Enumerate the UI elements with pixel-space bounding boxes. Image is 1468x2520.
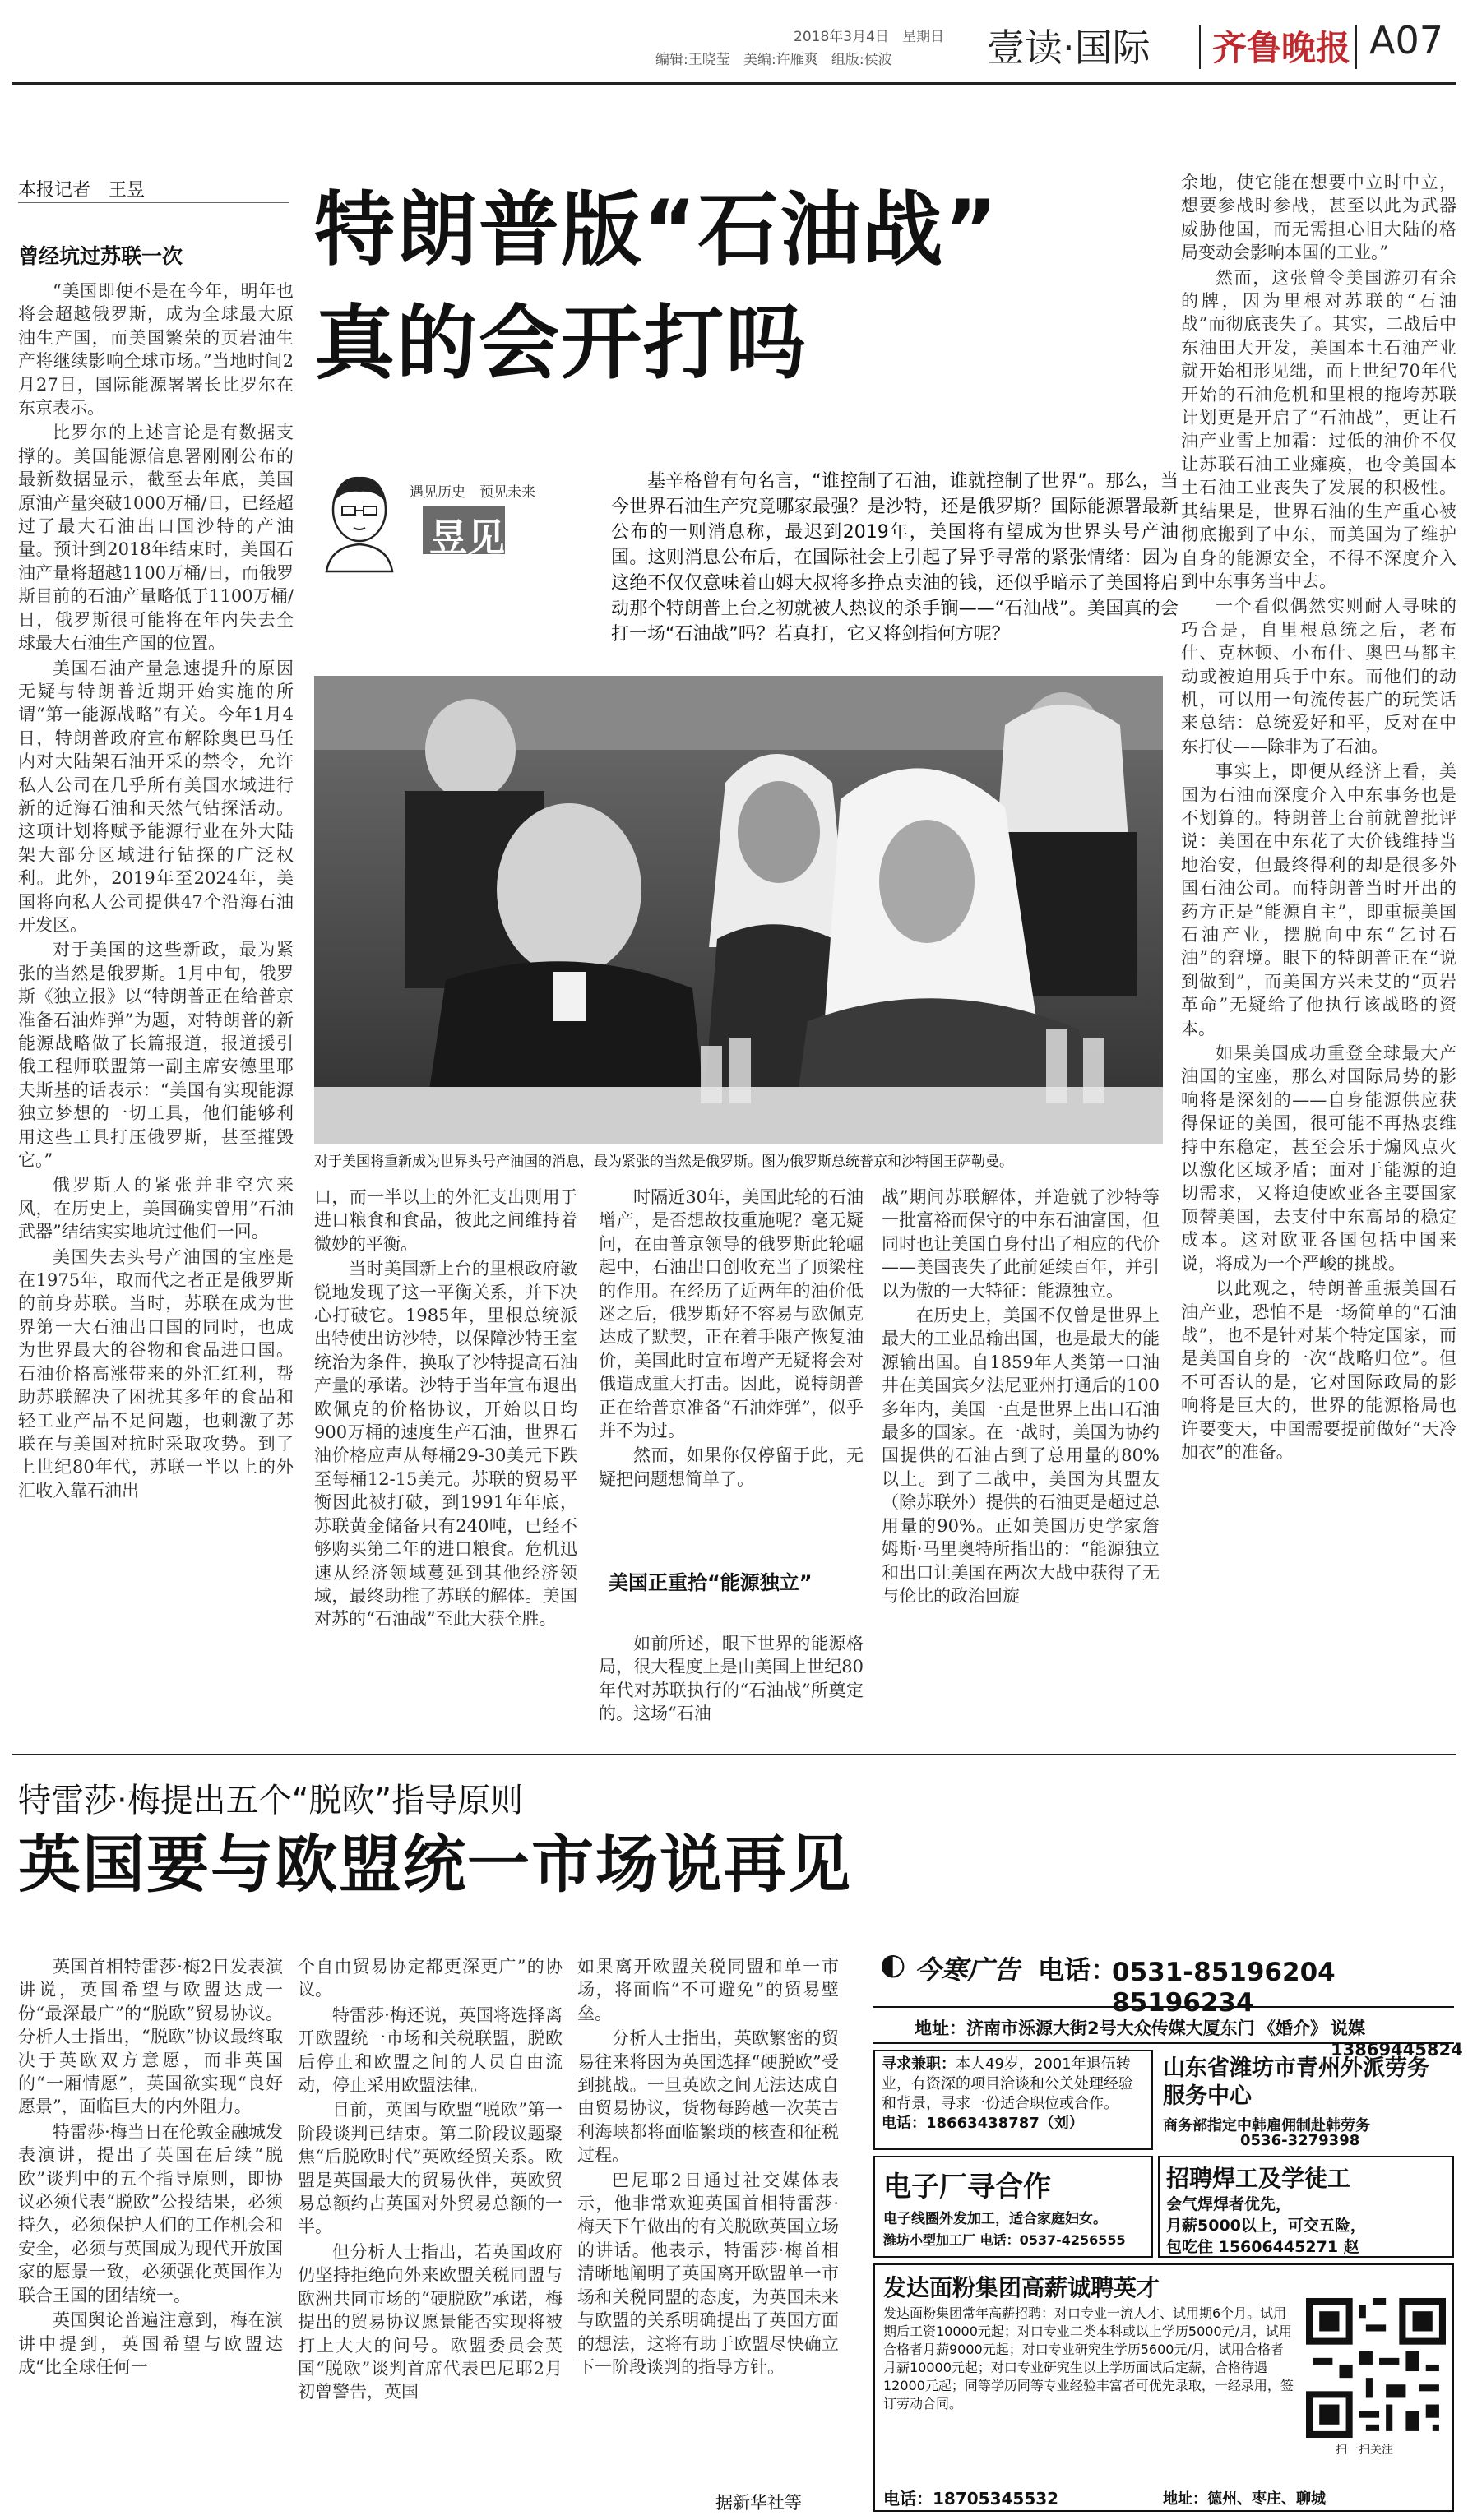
subhead-energy-independence: 美国正重拾“能源独立”	[609, 1571, 813, 1594]
ad-labor-title: 山东省潍坊市青州外派劳务服务中心	[1163, 2055, 1429, 2109]
ad-address: 地址：济南市泺源大街2号大众传媒大厦东门	[915, 2018, 1255, 2038]
paragraph: 当时美国新上台的里根政府敏锐地发现了这一平衡关系，并下决心打破它。1985年，里根总统派出特使出访沙特，以保障沙特王室统治为条件，换取了沙特提高石油产量的承诺。沙特于当年宣布退出欧佩克的价格协议，开始以日均900万桶的速度生产石油，世界石油价格应声从每桶29-30美元下跌至每桶12-15美元。苏联的贸易平衡因此被打破，到1991年年底，苏联黄金储备只有240吨，已经不够购买第二年的进口粮食。危机迅速从经济领域蔓延到其他经济领域，最终助推了苏联的解体。美国对苏的“石油战”至此大获全胜。	[314, 1259, 577, 1630]
article1-column-2	[314, 1186, 577, 1736]
qr-code-icon	[1306, 2298, 1446, 2438]
ad-part-time-job	[873, 2050, 1153, 2150]
paragraph: 在历史上，美国不仅曾是世界上最大的工业品输出国，也是最大的能源输出国。自1859年人类第一口油井在美国宾夕法尼亚州打通后的100多年内，美国一直是世界上出口石油最多的国家。在一战时，美国为协约国提供的石油占到了总用量的80%以上。到了二战中，美国为其盟友（除苏联外）提供的石油更是超过总用量的90%。正如美国历史学家詹姆斯·马里奥特所指出的：“能源独立和出口让美国在两次大战中获得了无与伦比的政治回旋	[882, 1306, 1160, 1606]
paragraph: 俄罗斯人的紧张并非空穴来风，在历史上，美国确实曾用“石油武器”结结实实地坑过他们一回。	[18, 1175, 294, 1242]
header-editor: 编辑:王晓莹	[655, 52, 730, 68]
ad-brand: 今寒广告	[915, 1954, 1021, 1986]
ad-part-time-text-wrap	[875, 2051, 1151, 2137]
byline: 本报记者 王昱	[18, 180, 146, 201]
paragraph: 比罗尔的上述言论是有数据支撑的。美国能源信息署刚刚公布的最新数据显示，截至去年底，美国原油产量突破1000万桶/日，已经超过了最大石油出口国沙特的产油量。预计到2018年结束时，美国石油产量将超越1100万桶/日，而俄罗斯目前的石油产量略低于1100万桶/日，俄罗斯很可能将在年内失去全球最大石油生产国的位置。	[18, 423, 294, 654]
header-date-line	[794, 25, 944, 45]
ad-brand-icon: ◐	[880, 1948, 906, 1981]
ad-welder-recruit	[1158, 2156, 1454, 2258]
newspaper-brand: 齐鲁晚报	[1212, 28, 1351, 68]
paragraph: 目前，英国与欧盟“脱欧”第一阶段谈判已结束。第二阶段议题聚焦“后脱欧时代”英欧经贸关系。欧盟是英国最大的贸易伙伴，英欧贸易总额约占英国对外贸易总额的一半。	[298, 2100, 563, 2237]
paragraph: 美国失去头号产油国的宝座是在1975年，取而代之者正是俄罗斯的前身苏联。当时，苏联在成为世界第一大石油出口国的同时，也成为世界最大的谷物和食品进口国。石油价格高涨带来的外汇红利，帮助苏联解决了困扰其多年的食品和轻工业产品不足问题，也刺激了苏联在与美国对抗时采取攻势。到了上世纪80年代，苏联一半以上的外汇收入靠石油出	[18, 1246, 294, 1500]
paragraph: 特雷莎·梅当日在伦敦金融城发表演讲，提出了英国在后续“脱欧”谈判中的五个指导原则，即协议必须代表“脱欧”公投结果，必须持久，必须保护人们的工作机会和安全，必须与英国成为现代开放国家的愿景一致，必须强化英国作为联合王国的团结统一。	[18, 2121, 283, 2305]
article-divider	[12, 1754, 1456, 1755]
ad-part-time-title: 寻求兼职：	[882, 2055, 956, 2073]
article2-title: 英国要与欧盟统一市场说再见	[18, 1828, 852, 1901]
paragraph: 如果美国成功重登全球最大产油国的宝座，那么对国际局势的影响将是深刻的——自身能源供应获得保证的美国，很可能不再热衷维持中东稳定，甚至会乐于煽风点火以激化区域矛盾；面对于能源的迫切需求，又将迫使欧亚各主要国家顶替美国，去支付中东高昂的稳定成本。这对欧亚各国包括中国来说，将成为一个严峻的挑战。	[1181, 1043, 1456, 1274]
paragraph: 但分析人士指出，若英国政府仍坚持拒绝向外来欧盟关税同盟与欧洲共同市场的“硬脱欧”承诺，梅提出的贸易协议愿景能否实现将被打上大大的问号。欧盟委员会英国“脱欧”谈判首席代表巴尼耶2月初曾警告，英国	[298, 2241, 563, 2402]
ad-labor-service	[1158, 2050, 1454, 2150]
ad-flour-contact: 地址：德州、枣庄、聊城	[1163, 2490, 1326, 2508]
header-divider-1	[1199, 25, 1201, 69]
ad-electronic-phone: 潍坊小型加工厂 电话：0537-4256555	[883, 2232, 1126, 2248]
article2-column-3	[577, 1955, 839, 2490]
header-art-editor: 美编:许雁爽	[743, 52, 818, 68]
news-photo	[314, 676, 1163, 1144]
paragraph: 如前所述，眼下世界的能源格局，很大程度上是由美国上世纪80年代对苏联执行的“石油战”所奠定的。这场“石油	[599, 1634, 864, 1724]
paragraph: 以此观之，特朗普重振美国石油产业，恐怕不是一场简单的“石油战”，也不是针对某个特定国家，而是美国自身的一次“战略归位”。但不可否认的是，它对国际政局的影响将是巨大的，世界的能源格局也许要变天，中国需要提前做好“天冷加衣”的准备。	[1181, 1278, 1456, 1462]
photo-caption: 对于美国将重新成为世界头号产油国的消息，最为紧张的当然是俄罗斯。图为俄罗斯总统普京和沙特国王萨勒曼。	[314, 1154, 1013, 1170]
paragraph: 对于美国的这些新政，最为紧张的当然是俄罗斯。1月中旬，俄罗斯《独立报》以“特朗普正在给普京准备石油炸弹”为题，对特朗普的新能源战略做了长篇报道，报道援引俄工程师联盟第一副主席安德里耶夫斯基的话表示：“美国有实现能源独立梦想的一切工具，他们能够利用这些工具打压俄罗斯，甚至摧毁它。”	[18, 940, 294, 1171]
article1-column-1	[18, 280, 294, 1743]
column-badge-tagline: 遇见历史 预见未来	[410, 484, 535, 501]
ad-flour-title: 发达面粉集团高薪诚聘英才	[883, 2274, 1160, 2301]
ad-part-time-phone: 电话：18663438787（刘）	[882, 2115, 1084, 2132]
ad-phone-label: 电话：	[1038, 1954, 1118, 1986]
ad-address-bar	[873, 2006, 1463, 2060]
page-number: A07	[1369, 18, 1444, 62]
paragraph: 美国石油产量急速提升的原因无疑与特朗普近期开始实施的所谓“第一能源战略”有关。今年1月4日，特朗普政府宣布解除奥巴马任内对大陆架石油开采的禁令，允许私人公司在几乎所有美国水域进行新的近海石油和天然气钻探活动。这项计划将赋予能源行业在外大陆架大部分区域进行钻探的广泛权利。此外，2019年至2024年，美国将向私人公司提供47个沿海石油开发区。	[18, 658, 294, 935]
ad-flour-phone: 电话：18705345532	[883, 2489, 1059, 2508]
paragraph: 战”期间苏联解体，并造就了沙特等一批富裕而保守的中东石油富国，但同时也让美国自身付出了相应的代价——美国丧失了此前延续百年，并引以为傲的一大特征：能源独立。	[882, 1187, 1160, 1301]
header-divider-2	[1355, 25, 1357, 69]
paragraph: 口，而一半以上的外汇支出则用于进口粮食和食品，彼此之间维持着微妙的平衡。	[314, 1187, 577, 1254]
ad-flour-recruit	[873, 2263, 1454, 2512]
article1-column-5	[1181, 171, 1456, 1737]
column-badge-name: 昱见	[429, 516, 505, 560]
article1-column-4	[882, 1186, 1160, 1736]
header-layout: 组版:侯波	[831, 52, 892, 68]
article2-source: 据新华社等	[715, 2493, 802, 2513]
ad-banner	[873, 1935, 1454, 2018]
qr-label: 扫一扫关注	[1336, 2444, 1393, 2457]
header-date: 2018年3月4日	[794, 29, 889, 45]
ad-marriage-label: 《婚介》	[1258, 2018, 1327, 2038]
article-title-line1: 特朗普版“石油战”	[314, 183, 999, 277]
article1-column-3b	[599, 1632, 864, 1739]
leaders-meeting-photo	[314, 676, 1163, 1144]
paragraph: 巴尼耶2日通过社交媒体表示，他非常欢迎英国首相特雷莎·梅天下午做出的有关脱欧英国立场的讲话。他表示，特雷莎·梅首相清晰地阐明了英国离开欧盟单一市场和关税同盟的态度，为英国未来与欧盟的关系明确提出了英国方面的想法，这将有助于欧盟尽快确立下一阶段谈判的指导方针。	[577, 2170, 839, 2377]
article1-column-3	[599, 1186, 864, 1519]
header-rule	[12, 82, 1456, 85]
ad-welder-line2: 月薪5000以上，可交五险，	[1166, 2217, 1366, 2235]
article2-column-1	[18, 1955, 283, 2514]
ad-welder-line3: 包吃住 15606445271 赵	[1166, 2238, 1359, 2256]
ad-flour-text: 发达面粉集团常年高薪招聘：对口专业一流人才、试用期6个月。试用期后工资10000元起；对口专业二类本科或以上学历5000元/月，试用合格者月薪9000元起；对口专业研究生学历5600元/月，试用合格者月薪10000元起；对口专业研究生以上学历面试后定薪，合格待遇12000元起；同等学历同等专业经验丰富者可优先录取，一经录用，签订劳动合同。	[883, 2305, 1294, 2411]
paragraph: “美国即便不是在今年，明年也将会超越俄罗斯，成为全球最大原油生产国，而美国繁荣的页岩油生产将继续影响全球市场。”当地时间2月27日，国际能源署署长比罗尔在东京表示。	[18, 281, 294, 418]
paragraph: 余地，使它能在想要中立时中立，想要参战时参战，甚至以此为武器威胁他国，而无需担心旧大陆的格局变动会影响本国的工业。”	[1181, 173, 1456, 263]
byline-rule	[18, 202, 289, 203]
ad-electronic-sub: 电子线圈外发加工，适合家庭妇女。	[883, 2211, 1107, 2227]
article2-column-2	[298, 1955, 563, 2514]
ad-welder-line1: 会气焊焊者优先，	[1166, 2195, 1292, 2213]
subhead-soviet: 曾经坑过苏联一次	[18, 244, 183, 268]
paragraph: 如果离开欧盟关税同盟和单一市场，将面临“不可避免”的贸易壁垒。	[577, 1957, 839, 2023]
ad-electronic-title: 电子厂寻合作	[883, 2171, 1051, 2203]
ad-welder-title: 招聘焊工及学徒工	[1166, 2165, 1351, 2192]
paragraph: 一个看似偶然实则耐人寻味的巧合是，自里根总统之后，老布什、克林顿、小布什、奥巴马都主动或被迫用兵于中东。而他们的动机，可以用一句流传甚广的玩笑话来总结：总统爱好和平，反对在中东打仗——除非为了石油。	[1181, 596, 1456, 756]
ad-marriage-phone: 说媒13869445824	[1331, 2018, 1463, 2060]
ad-labor-phone: 0536-3279398	[1240, 2132, 1360, 2149]
ad-labor-sub: 商务部指定中韩雇佣制赴韩劳务	[1163, 2117, 1370, 2134]
paragraph: 事实上，即便从经济上看，美国为石油而深度介入中东事务也是不划算的。特朗普上台前就曾批评说：美国在中东花了大价钱维持当地治安，但最终得利的却是很多外国石油公司。而特朗普当时开出的药方正是“能源自主”，即重振美国石油产业，摆脱向中东“乞讨石油”的窘境。眼下的特朗普正在“说到做到”，而美国方兴未艾的“页岩革命”无疑给了他执行该战略的资本。	[1181, 761, 1456, 1038]
header-editors	[655, 48, 892, 68]
paragraph: 特雷莎·梅还说，英国将选择离开欧盟统一市场和关税联盟，脱欧后停止和欧盟之间的人员自由流动，停止采用欧盟法律。	[298, 2004, 563, 2096]
article-lead: 基辛格曾有句名言，“谁控制了石油，谁就控制了世界”。那么，当今世界石油生产究竟哪家最强？是沙特，还是俄罗斯？国际能源署最新公布的一则消息称，最迟到2019年，美国将有望成为世界头号产油国。这则消息公布后，在国际社会上引起了异乎寻常的紧张情绪：因为这绝不仅仅意味着山姆大叔将多挣点卖油的钱，还似乎暗示了美国将启动那个特朗普上台之初就被人热议的杀手锏——“石油战”。美国真的会打一场“石油战”吗？若真打，它又将剑指何方呢？	[611, 471, 1179, 645]
ad-part-time-body: 本人49岁，2001年退伍转业，有资深的项目洽谈和公关处理经验和背景，寻求一份适合职位或合作。	[882, 2055, 1133, 2112]
paragraph: 英国首相特雷莎·梅2日发表演讲说，英国希望与欧盟达成一份“最深最广”的“脱欧”贸易协议。分析人士指出，“脱欧”协议最终取决于英欧双方意愿，而非英国的“一厢情愿”，英国欲实现“良好愿景”，面临巨大的内外阻力。	[18, 1957, 283, 2117]
paragraph: 英国舆论普遍注意到，梅在演讲中提到，英国希望与欧盟达成“比全球任何一	[18, 2310, 283, 2377]
paragraph: 个自由贸易协定都更深更广”的协议。	[298, 1957, 563, 2000]
article-title-line2: 真的会开打吗	[314, 297, 808, 391]
columnist-portrait-icon	[314, 469, 405, 571]
ad-phone: 0531-85196204 85196234	[1112, 1958, 1361, 2018]
paragraph: 时隔近30年，美国此轮的石油增产，是否想故技重施呢？毫无疑问，在由普京领导的俄罗斯此轮崛起中，石油出口创收充当了顶梁柱的作用。在经历了近两年的油价低迷之后，俄罗斯好不容易与欧佩克达成了默契，正在着手限产恢复油价，美国此时宣布增产无疑将会对俄造成重大打击。因此，说特朗普正在给普京准备“石油炸弹”，似乎并不为过。	[599, 1187, 864, 1441]
ad-electronic-factory	[873, 2156, 1153, 2258]
column-badge	[314, 469, 586, 576]
paragraph: 分析人士指出，英欧繁密的贸易往来将因为英国选择“硬脱欧”受到挑战。一旦英欧之间无法达成自由贸易协议，货物每跨越一次英吉利海峡都将面临繁琐的核查和征税过程。	[577, 2028, 839, 2166]
section-title: 壹读·国际	[987, 25, 1151, 70]
paragraph: 然而，这张曾令美国游刃有余的牌，因为里根对苏联的“石油战”而彻底丧失了。其实，二战后中东油田大开发，美国本土石油产业就开始相形见绌，而上世纪70年代开始的石油危机和里根的拖垮苏联计划更是开启了“石油战”，更让石油产业雪上加霜：过低的油价不仅让苏联石油工业瘫痪，也令美国本土石油工业丧失了发展的积极性。其结果是，世界石油的生产重心被彻底搬到了中东，而美国为了维护自身的能源安全，不得不深度介入到中东事务当中去。	[1181, 267, 1456, 591]
article2-kicker: 特雷莎·梅提出五个“脱欧”指导原则	[18, 1782, 524, 1819]
paragraph: 然而，如果你仅停留于此，无疑把问题想简单了。	[599, 1445, 864, 1489]
header-weekday: 星期日	[902, 29, 945, 45]
